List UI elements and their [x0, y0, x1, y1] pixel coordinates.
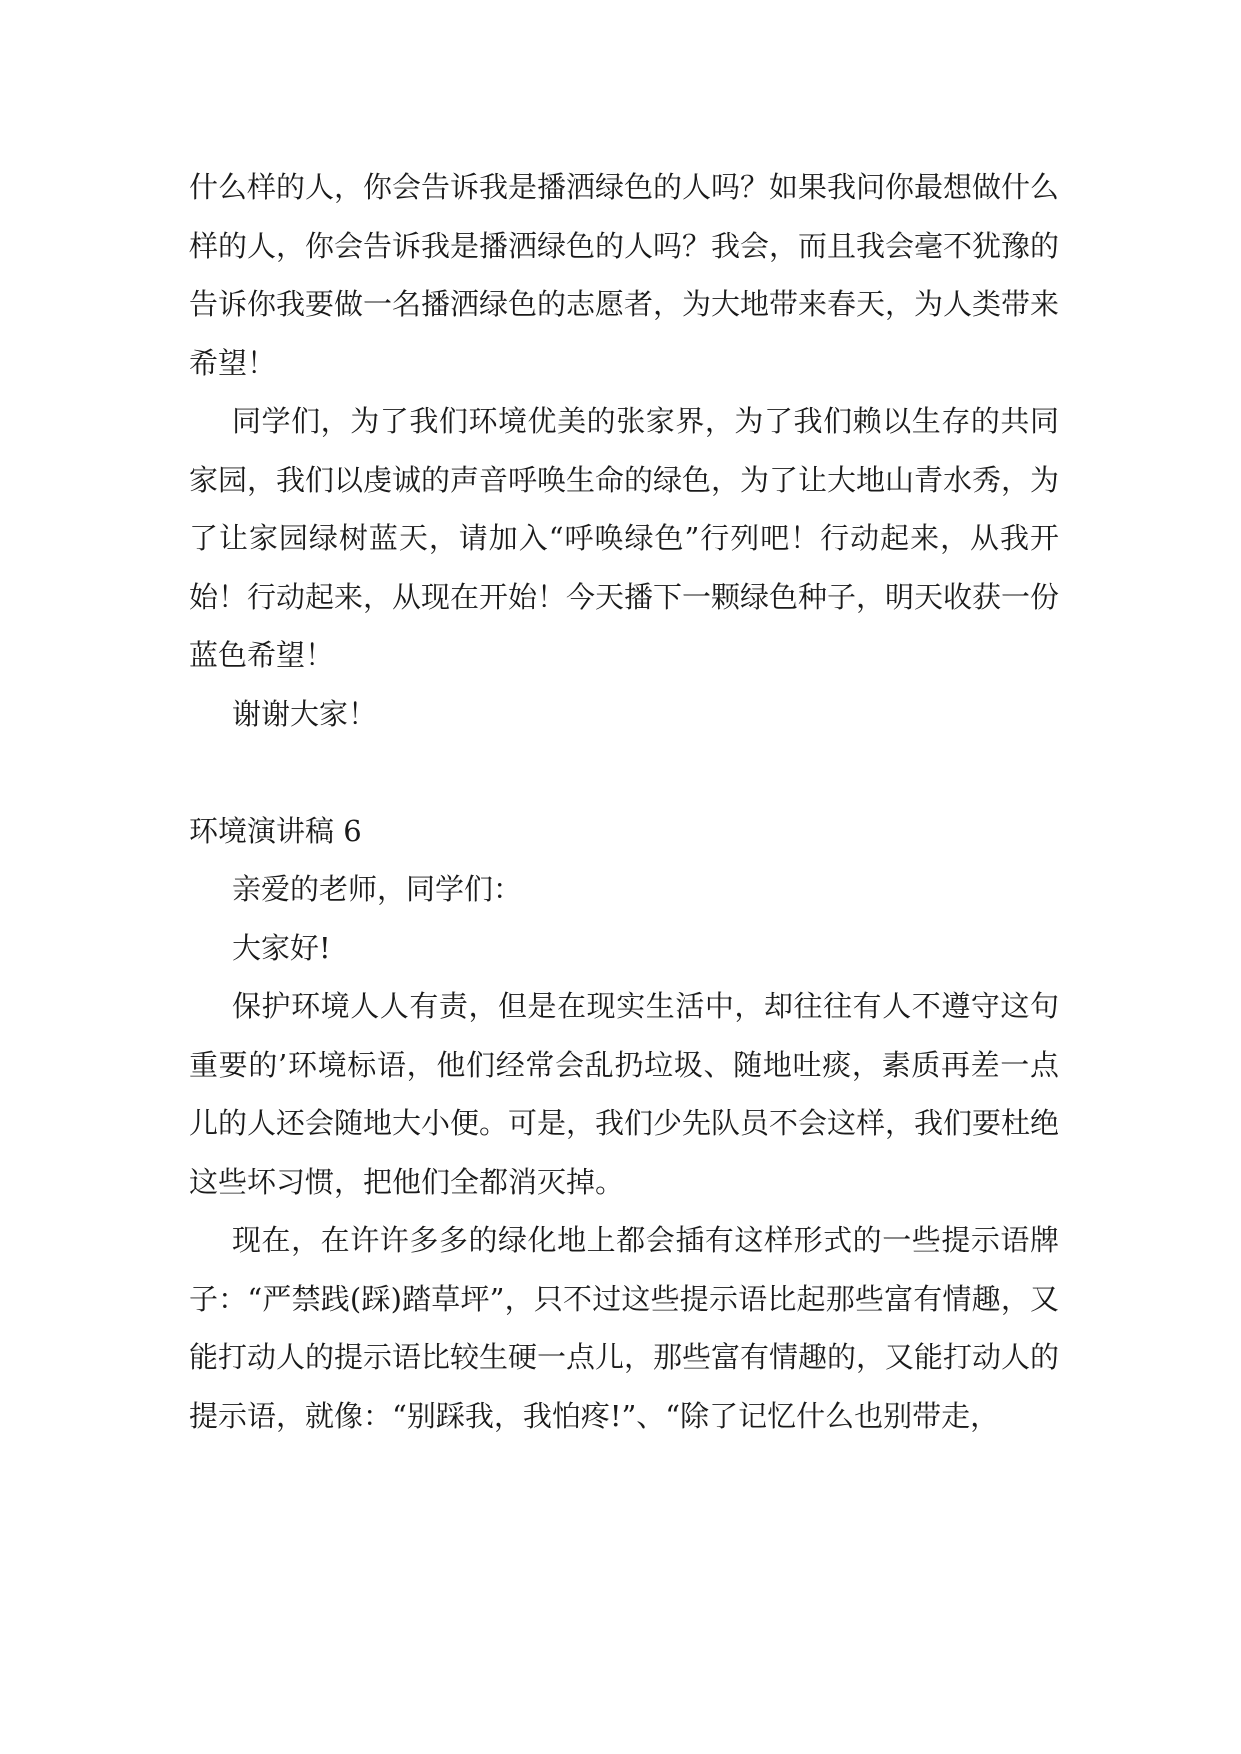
- document-body: [189, 158, 1059, 1445]
- paragraph-signs: 现在，在许许多多的绿化地上都会插有这样形式的一些提示语牌子：“严禁践(踩)踏草坪”，只不过这些提示语比起那些富有情趣，又能打动人的提示语比较生硬一点儿，那些富有情趣的，又能打动人的提示语，就像：“别踩我，我怕疼!”、“除了记忆什么也别带走，: [189, 1223, 1060, 1433]
- paragraph-call-to-action: 同学们，为了我们环境优美的张家界，为了我们赖以生存的共同家园，我们以虔诚的声音呼唤生命的绿色，为了让大地山青水秀，为了让家园绿树蓝天，请加入“呼唤绿色”行列吧！行动起来，从我开始！行动起来，从现在开始！今天播下一颗绿色种子，明天收获一份蓝色希望！: [189, 404, 1060, 672]
- salutation: 亲爱的老师，同学们：: [232, 872, 523, 906]
- paragraph-responsibility: 保护环境人人有责，但是在现实生活中，却往往有人不遵守这句重要的’环境标语，他们经常会乱扔垃圾、随地吐痰，素质再差一点儿的人还会随地大小便。可是，我们少先队员不会这样，我们要杜绝这些坏习惯，把他们全都消灭掉。: [189, 989, 1060, 1199]
- greeting: 大家好!: [232, 930, 331, 965]
- paragraph-continuation: 什么样的人，你会告诉我是播洒绿色的人吗？如果我问你最想做什么样的人，你会告诉我是播洒绿色的人吗？我会，而且我会毫不犹豫的告诉你我要做一名播洒绿色的志愿者，为大地带来春天，为人类带来希望！: [189, 170, 1060, 380]
- section-title: 环境演讲稿 6: [189, 813, 362, 848]
- blank-line: [189, 743, 1059, 802]
- paragraph-thanks: 谢谢大家！: [232, 696, 378, 731]
